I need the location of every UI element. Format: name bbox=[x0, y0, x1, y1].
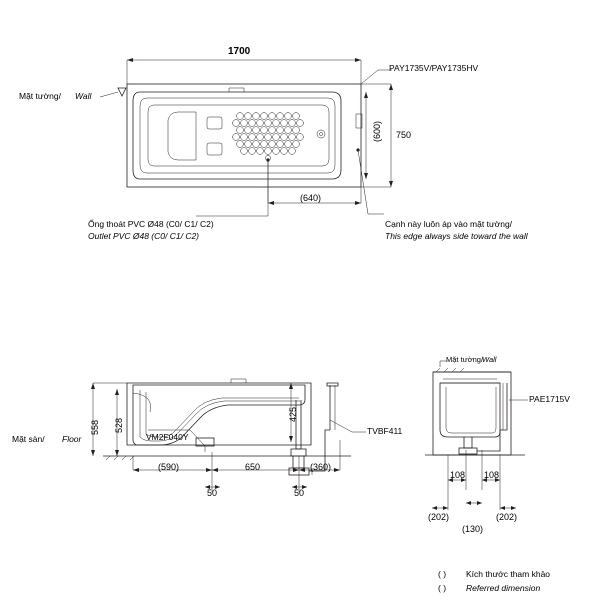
wall-label-end-vi: Mặt tường/ bbox=[446, 355, 484, 364]
model-label-end: PAE1715V bbox=[529, 394, 570, 404]
edge-note-vi: Cạnh này luôn áp vào mặt tường/ bbox=[385, 219, 513, 229]
wall-label-end-en: Wall bbox=[482, 355, 497, 364]
leader-wall-left bbox=[100, 92, 118, 97]
edge-note-en: This edge always side toward the wall bbox=[385, 231, 528, 241]
side-view-floor-hatch bbox=[106, 456, 134, 460]
dim-arrow-640-right bbox=[355, 201, 361, 205]
dim-label-528: 528 bbox=[114, 417, 124, 433]
dim-arrow-202-right-a bbox=[500, 506, 505, 510]
dim-arrow-600-bottom bbox=[364, 173, 368, 179]
dim-label-360: (360) bbox=[310, 462, 332, 472]
top-view-tub-inner-rim bbox=[140, 98, 335, 173]
dim-label-108-right: 108 bbox=[484, 470, 500, 480]
side-view-spout bbox=[231, 379, 246, 383]
dim-arrow-650-right bbox=[293, 468, 299, 472]
dim-arrow-130-a bbox=[466, 501, 471, 505]
leader-outlet-dot bbox=[266, 158, 269, 161]
legend-paren-vi: ( ) bbox=[438, 569, 447, 579]
leader-model-top bbox=[361, 70, 378, 84]
dim-label-1700: 1700 bbox=[228, 46, 251, 57]
model-label-top: PAY1735V/PAY1735HV bbox=[389, 63, 479, 73]
top-view-overflow bbox=[317, 130, 325, 138]
dim-label-590: (590) bbox=[158, 462, 180, 472]
wall-label-top-vi: Mặt tường/ bbox=[19, 91, 61, 101]
legend-paren-en: ( ) bbox=[438, 583, 447, 593]
legend-note-vi: Kích thước tham khảo bbox=[466, 569, 551, 579]
end-view-tub-inner bbox=[446, 387, 496, 433]
dim-arrow-528-bottom bbox=[115, 450, 119, 456]
top-view-massage-jets bbox=[233, 113, 304, 155]
top-view-backrest bbox=[168, 112, 196, 160]
dim-arrow-558-bottom bbox=[91, 450, 95, 456]
top-view-tub-basin bbox=[148, 105, 329, 166]
dim-label-425: 425 bbox=[288, 406, 298, 422]
dim-label-202-left: (202) bbox=[428, 512, 450, 522]
dim-label-650: 650 bbox=[245, 462, 261, 472]
dim-label-202-right: (202) bbox=[496, 512, 518, 522]
dim-arrow-202-left-a bbox=[432, 506, 437, 510]
dim-arrow-590-right bbox=[206, 468, 212, 472]
dim-arrow-425-top bbox=[289, 383, 293, 389]
dim-label-108-left: 108 bbox=[450, 470, 466, 480]
top-view-spout bbox=[229, 88, 244, 92]
dim-label-750: 750 bbox=[396, 130, 412, 140]
wall-symbol-triangle-top bbox=[118, 88, 126, 96]
dim-arrow-590-left bbox=[133, 468, 139, 472]
dim-arrow-750-top bbox=[389, 84, 393, 90]
dim-arrow-650-left bbox=[212, 468, 218, 472]
dim-arrow-640-left bbox=[268, 201, 274, 205]
dim-arrow-425-bottom bbox=[289, 436, 293, 442]
wall-label-top-en: Wall bbox=[75, 91, 92, 101]
top-view-grip-upper bbox=[207, 117, 222, 129]
floor-label-vi: Mặt sàn/ bbox=[12, 434, 45, 444]
dim-arrow-130-b bbox=[477, 501, 482, 505]
end-view-wall-hatch bbox=[436, 368, 464, 372]
dim-label-558: 558 bbox=[90, 419, 100, 435]
dim-label-600: (600) bbox=[372, 120, 382, 142]
leader-tvbf bbox=[330, 420, 352, 432]
dim-arrow-1700-left bbox=[127, 58, 133, 62]
valve-label: VM2F040Y bbox=[146, 432, 189, 442]
dim-arrow-360-right bbox=[334, 468, 340, 472]
leader-edge-dot bbox=[356, 148, 359, 151]
dim-label-640: (640) bbox=[300, 193, 322, 203]
end-view-tub-section bbox=[440, 383, 500, 437]
legend-note-en: Referred dimension bbox=[466, 583, 541, 593]
dim-arrow-528-top bbox=[115, 389, 119, 395]
dim-arrow-750-bottom bbox=[389, 181, 393, 187]
dim-arrow-202-right-b bbox=[511, 506, 516, 510]
top-view-overflow-center bbox=[319, 132, 322, 135]
outlet-label-en: Outlet PVC Ø48 (C0/ C1/ C2) bbox=[88, 231, 200, 241]
outlet-label-vi: Ống thoát PVC Ø48 (C0/ C1/ C2) bbox=[88, 219, 214, 229]
drain-label: TVBF411 bbox=[367, 426, 403, 436]
leader-edge-wall bbox=[358, 150, 368, 214]
dim-label-50-right: 50 bbox=[294, 488, 305, 498]
dim-arrow-1700-right bbox=[355, 58, 361, 62]
top-view-outline bbox=[127, 84, 361, 187]
dim-arrow-202-left-b bbox=[443, 506, 448, 510]
top-view-grip-lower bbox=[207, 143, 222, 155]
dim-arrow-360-left bbox=[299, 468, 305, 472]
side-view-headrest bbox=[133, 393, 151, 412]
dim-label-130: (130) bbox=[462, 524, 484, 534]
floor-label-en: Floor bbox=[62, 434, 82, 444]
dim-arrow-558-top bbox=[91, 383, 95, 389]
dim-arrow-600-top bbox=[364, 92, 368, 98]
dim-label-50-left: 50 bbox=[207, 488, 218, 498]
